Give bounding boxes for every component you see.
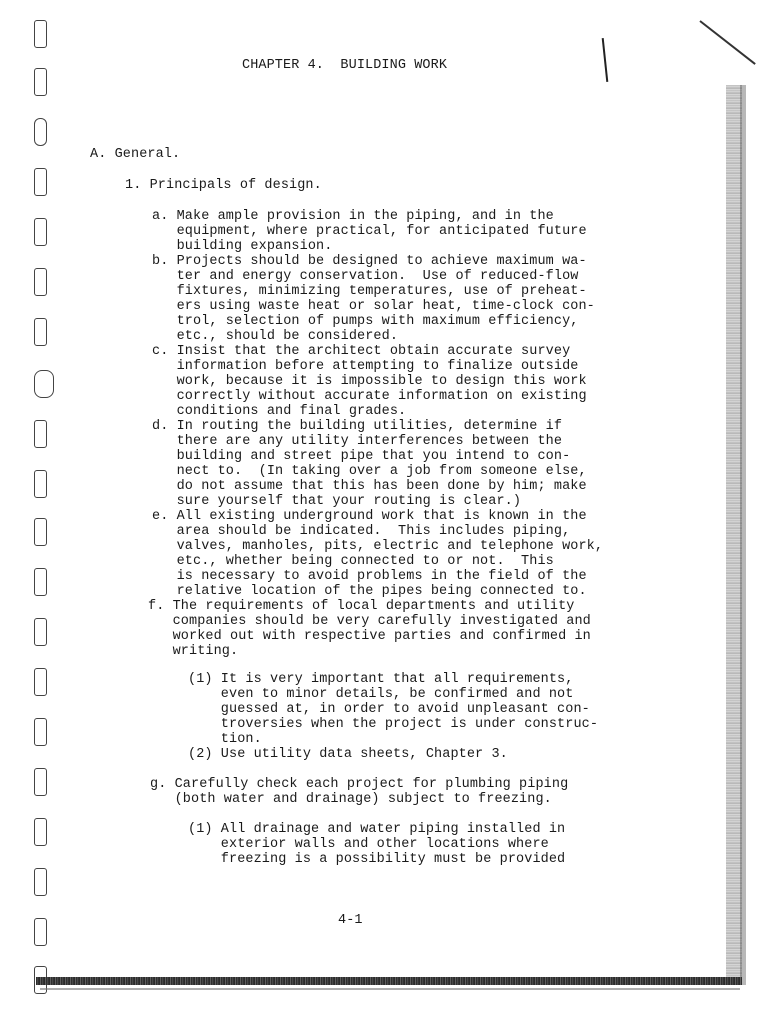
text-line: (2) Use utility data sheets, Chapter 3. xyxy=(188,747,508,762)
binder-hole xyxy=(34,20,47,48)
binder-hole xyxy=(34,668,47,696)
text-line: companies should be very carefully investigated and xyxy=(148,614,591,629)
text-line: ter and energy conservation. Use of reduced-flow xyxy=(152,269,579,284)
text-line: f. The requirements of local departments and utility xyxy=(148,599,575,614)
text-line: d. In routing the building utilities, determine if xyxy=(152,419,563,434)
binder-hole xyxy=(34,68,47,96)
text-line: 1. Principals of design. xyxy=(125,178,322,193)
scan-edge-right-shadow xyxy=(740,85,746,985)
binder-hole xyxy=(34,168,47,196)
text-line: do not assume that this has been done by him; make xyxy=(152,479,587,494)
text-line: area should be indicated. This includes piping, xyxy=(152,524,571,539)
binder-hole xyxy=(34,718,47,746)
text-line: ers using waste heat or solar heat, time-clock con- xyxy=(152,299,595,314)
text-line: nect to. (In taking over a job from someone else, xyxy=(152,464,587,479)
binder-hole xyxy=(34,420,47,448)
text-line: even to minor details, be confirmed and not xyxy=(188,687,574,702)
binder-hole xyxy=(34,268,47,296)
text-line: equipment, where practical, for anticipated future xyxy=(152,224,587,239)
text-line: relative location of the pipes being connected to. xyxy=(152,584,587,599)
page-title: CHAPTER 4. BUILDING WORK xyxy=(242,58,448,73)
binder-hole xyxy=(34,118,47,146)
text-line: b. Projects should be designed to achieve maximum wa- xyxy=(152,254,587,269)
text-line: building and street pipe that you intend to con- xyxy=(152,449,571,464)
text-line: correctly without accurate information on existing xyxy=(152,389,587,404)
binder-hole xyxy=(34,818,47,846)
text-line: trol, selection of pumps with maximum efficiency, xyxy=(152,314,579,329)
scan-edge-bottom xyxy=(36,977,742,985)
binder-hole xyxy=(34,470,47,498)
text-line: valves, manholes, pits, electric and telephone work, xyxy=(152,539,604,554)
text-line: troversies when the project is under construc- xyxy=(188,717,599,732)
page-number: 4-1 xyxy=(338,913,363,928)
text-line: writing. xyxy=(148,644,239,659)
text-line: e. All existing underground work that is known in the xyxy=(152,509,587,524)
binder-hole xyxy=(34,618,47,646)
text-line: conditions and final grades. xyxy=(152,404,407,419)
binder-hole xyxy=(34,518,47,546)
text-line: (1) It is very important that all requirements, xyxy=(188,672,574,687)
binder-hole xyxy=(34,218,47,246)
binder-hole xyxy=(34,318,47,346)
text-line: sure yourself that your routing is clear.) xyxy=(152,494,522,509)
binder-hole xyxy=(34,868,47,896)
text-line: a. Make ample provision in the piping, and in the xyxy=(152,209,554,224)
text-line: building expansion. xyxy=(152,239,333,254)
scan-pen-mark xyxy=(602,38,609,82)
binder-hole xyxy=(34,918,47,946)
text-line: is necessary to avoid problems in the field of the xyxy=(152,569,587,584)
scan-corner-fold xyxy=(699,20,755,65)
text-line: work, because it is impossible to design this work xyxy=(152,374,587,389)
binder-hole xyxy=(34,370,54,398)
text-line: etc., whether being connected to or not. This xyxy=(152,554,554,569)
text-line: (1) All drainage and water piping installed in xyxy=(188,822,566,837)
binder-hole xyxy=(34,568,47,596)
text-line: fixtures, minimizing temperatures, use of preheat- xyxy=(152,284,587,299)
text-line: worked out with respective parties and confirmed in xyxy=(148,629,591,644)
text-line: (both water and drainage) subject to freezing. xyxy=(150,792,552,807)
text-line: g. Carefully check each project for plumbing piping xyxy=(150,777,569,792)
text-line: tion. xyxy=(188,732,262,747)
text-line: freezing is a possibility must be provided xyxy=(188,852,566,867)
binder-hole xyxy=(34,768,47,796)
text-line: exterior walls and other locations where xyxy=(188,837,549,852)
scan-edge-bottom-shadow xyxy=(40,988,740,990)
text-line: c. Insist that the architect obtain accurate survey xyxy=(152,344,571,359)
text-line: etc., should be considered. xyxy=(152,329,399,344)
text-line: information before attempting to finalize outside xyxy=(152,359,579,374)
text-line: guessed at, in order to avoid unpleasant con- xyxy=(188,702,590,717)
text-line: A. General. xyxy=(90,147,181,162)
text-line: there are any utility interferences between the xyxy=(152,434,563,449)
